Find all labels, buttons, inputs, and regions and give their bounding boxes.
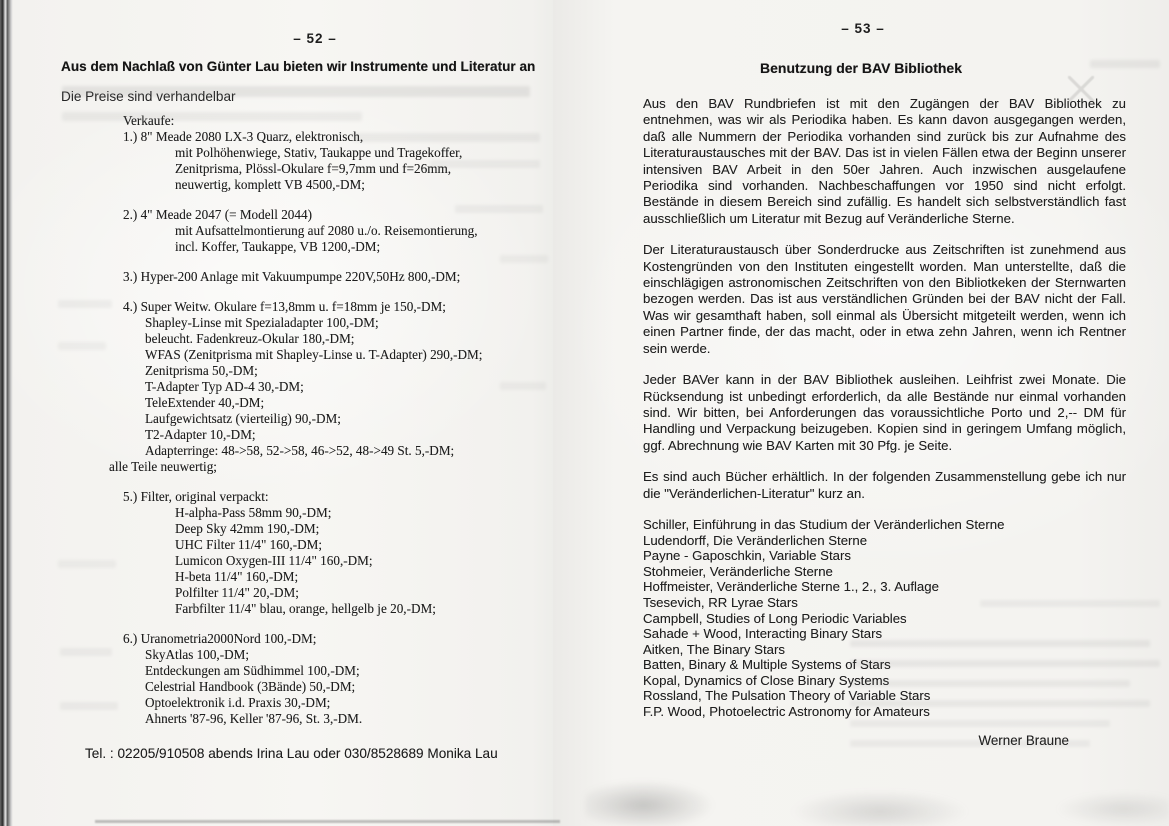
book-list-item: Stohmeier, Veränderliche Sterne xyxy=(643,563,833,579)
sale-item-line: Celestrial Handbook (3Bände) 50,-DM; xyxy=(145,679,356,694)
book-list-item: Tsesevich, RR Lyrae Stars xyxy=(643,594,798,610)
book-list-item: Kopal, Dynamics of Close Binary Systems xyxy=(643,672,890,688)
sale-item-line: 2.) 4" Meade 2047 (= Modell 2044) xyxy=(123,207,312,222)
sale-item-line: Verkaufe: xyxy=(123,113,175,128)
page-subtitle: Die Preise sind verhandelbar xyxy=(61,89,236,104)
book-list-item: Hoffmeister, Veränderliche Sterne 1., 2., 3. Auflage xyxy=(643,579,939,595)
sale-item-line: Laufgewichtsatz (vierteilig) 90,-DM; xyxy=(145,411,341,426)
page-53 xyxy=(553,0,1169,826)
sale-item-line: T-Adapter Typ AD-4 30,-DM; xyxy=(145,379,304,394)
sale-item-line: Adapterringe: 48->58, 52->58, 46->52, 48->49 St. 5,-DM; xyxy=(145,443,455,458)
sale-item-line: 6.) Uranometria2000Nord 100,-DM; xyxy=(123,631,317,646)
book-list xyxy=(643,517,1126,720)
book-spine-edge xyxy=(0,0,13,826)
sale-item-line: 5.) Filter, original verpackt: xyxy=(123,489,269,504)
page-52 xyxy=(13,0,553,826)
page-number: – 53 – xyxy=(841,21,885,36)
sale-item-line: beleucht. Fadenkreuz-Okular 180,-DM; xyxy=(145,331,355,346)
sale-item-line: incl. Koffer, Taukappe, VB 1200,-DM; xyxy=(175,239,381,254)
paragraph: Es sind auch Bücher erhältlich. In der folgenden Zusammenstellung gebe ich nur die "Veränderlichen-Literatur" kurz an. xyxy=(643,469,1126,501)
page-title: Aus dem Nachlaß von Günter Lau bieten wir Instrumente und Literatur an xyxy=(61,59,536,74)
paragraph: Aus den BAV Rundbriefen ist mit den Zugängen der BAV Bibliothek zu entnehmen, was wir als Periodika haben. Es kann davon ausgegangen werden, daß alle Nummern der Periodika vorhanden sind zurück bis zur Aufnahme des Literaturaustausches mit der BAV. Das ist in vielen Fällen etwa der Beginn unserer intensiven BAV Arbeit in den 50er Jahren. Auch inzwischen ausgelaufene Periodika sind vorhanden. Nachbeschaffungen vor 1950 sind nicht erfolgt. Bestände in diesem Bereich sind zufällig. Es handelt sich selbstverständlich fast ausschließlich um Literatur mit Bezug auf Veränderliche Sterne. xyxy=(643,96,1126,226)
sale-item-line: Zenitprisma, Plössl-Okulare f=9,7mm und f=26mm, xyxy=(175,161,452,176)
book-list-item: Sahade + Wood, Interacting Binary Stars xyxy=(643,626,883,642)
sale-item-line: Optoelektronik i.d. Praxis 30,-DM; xyxy=(145,695,331,710)
sale-item-list xyxy=(109,113,549,727)
paragraphs xyxy=(643,96,1126,502)
book-list-item: Payne - Gaposchkin, Variable Stars xyxy=(643,548,851,564)
section-heading: Benutzung der BAV Bibliothek xyxy=(760,60,962,76)
paragraph: Jeder BAVer kann in der BAV Bibliothek ausleihen. Leihfrist zwei Monate. Die Rücksendung ist unbedingt erforderlich, da alle Bestände nur einmal vorhanden sind. Wir bitten, bei Anforderungen das voraussichtliche Porto und 2,-- DM für Handling und Verpackung beizugeben. Kopien sind in geringem Umfang möglich, ggf. Abrechnung wie BAV Karten mit 30 Pfg. je Seite. xyxy=(643,372,1126,453)
sale-item-line: Polfilter 11/4" 20,-DM; xyxy=(175,585,299,600)
scan-edge-line xyxy=(95,820,560,823)
sale-item-line: Lumicon Oxygen-III 11/4" 160,-DM; xyxy=(175,553,373,568)
sale-item-line: Farbfilter 11/4" blau, orange, hellgelb je 20,-DM; xyxy=(175,601,436,616)
sale-item-line: 1.) 8" Meade 2080 LX-3 Quarz, elektronisch, xyxy=(123,129,364,144)
sale-item-line: Zenitprisma 50,-DM; xyxy=(145,363,258,378)
sale-item-line: TeleExtender 40,-DM; xyxy=(145,395,265,410)
sale-item-line: Ahnerts '87-96, Keller '87-96, St. 3,-DM. xyxy=(145,711,363,726)
book-list-item: Batten, Binary & Multiple Systems of Stars xyxy=(643,657,891,673)
sale-item-line: mit Aufsattelmontierung auf 2080 u./o. Reisemontierung, xyxy=(175,223,478,238)
book-list-item: F.P. Wood, Photoelectric Astronomy for Amateurs xyxy=(643,704,930,720)
sale-item-line: 3.) Hyper-200 Anlage mit Vakuumpumpe 220V,50Hz 800,-DM; xyxy=(123,269,461,284)
sale-item-line: UHC Filter 11/4" 160,-DM; xyxy=(175,537,323,552)
page-body xyxy=(643,96,1126,749)
book-list-item: Rossland, The Pulsation Theory of Variable Stars xyxy=(643,688,931,704)
paragraph: Der Literaturaustausch über Sonderdrucke aus Zeitschriften ist zunehmend aus Kostengründen von den Instituten eingestellt worden. Man unterstellte, daß die einschlägigen astronomischen Zeitschriften von den Bibliotkeken der Sternwarten bezogen werden. Das ist aus verständlichen Gründen bei der BAV nicht der Fall. Was wir gesamthaft haben, soll einmal als Übersicht mitgeteilt werden, wenn ich einen Partner finde, der das macht, oder in etwa zehn Jahren, wenn ich Rentner sein werde. xyxy=(643,242,1126,356)
page-number: – 52 – xyxy=(293,31,337,46)
sale-item-line: Entdeckungen am Südhimmel 100,-DM; xyxy=(145,663,360,678)
sale-item-line: Shapley-Linse mit Spezialadapter 100,-DM; xyxy=(145,315,379,330)
sale-item-line: T2-Adapter 10,-DM; xyxy=(145,427,256,442)
contact-phone-line: Tel. : 02205/910508 abends Irina Lau oder 030/8528689 Monika Lau xyxy=(85,746,498,761)
book-list-item: Campbell, Studies of Long Periodic Variables xyxy=(643,610,907,626)
sale-item-line: alle Teile neuwertig; xyxy=(109,459,217,474)
sale-item-line: mit Polhöhenwiege, Stativ, Taukappe und Tragekoffer, xyxy=(175,145,463,160)
sale-item-line: SkyAtlas 100,-DM; xyxy=(145,647,250,662)
book-list-item: Schiller, Einführung in das Studium der Veränderlichen Sterne xyxy=(643,516,1005,532)
sale-item-line: neuwertig, komplett VB 4500,-DM; xyxy=(175,177,365,192)
sale-item-line: H-beta 11/4" 160,-DM; xyxy=(175,569,299,584)
sale-item-line: H-alpha-Pass 58mm 90,-DM; xyxy=(175,505,332,520)
sale-item-line: Deep Sky 42mm 190,-DM; xyxy=(175,521,320,536)
signature: Werner Braune xyxy=(978,732,1069,748)
book-list-item: Ludendorff, Die Veränderlichen Sterne xyxy=(643,532,868,548)
sale-item-line: WFAS (Zenitprisma mit Shapley-Linse u. T-Adapter) 290,-DM; xyxy=(145,347,483,362)
sale-item-line: 4.) Super Weitw. Okulare f=13,8mm u. f=18mm je 150,-DM; xyxy=(123,299,446,314)
book-list-item: Aitken, The Binary Stars xyxy=(643,641,785,657)
